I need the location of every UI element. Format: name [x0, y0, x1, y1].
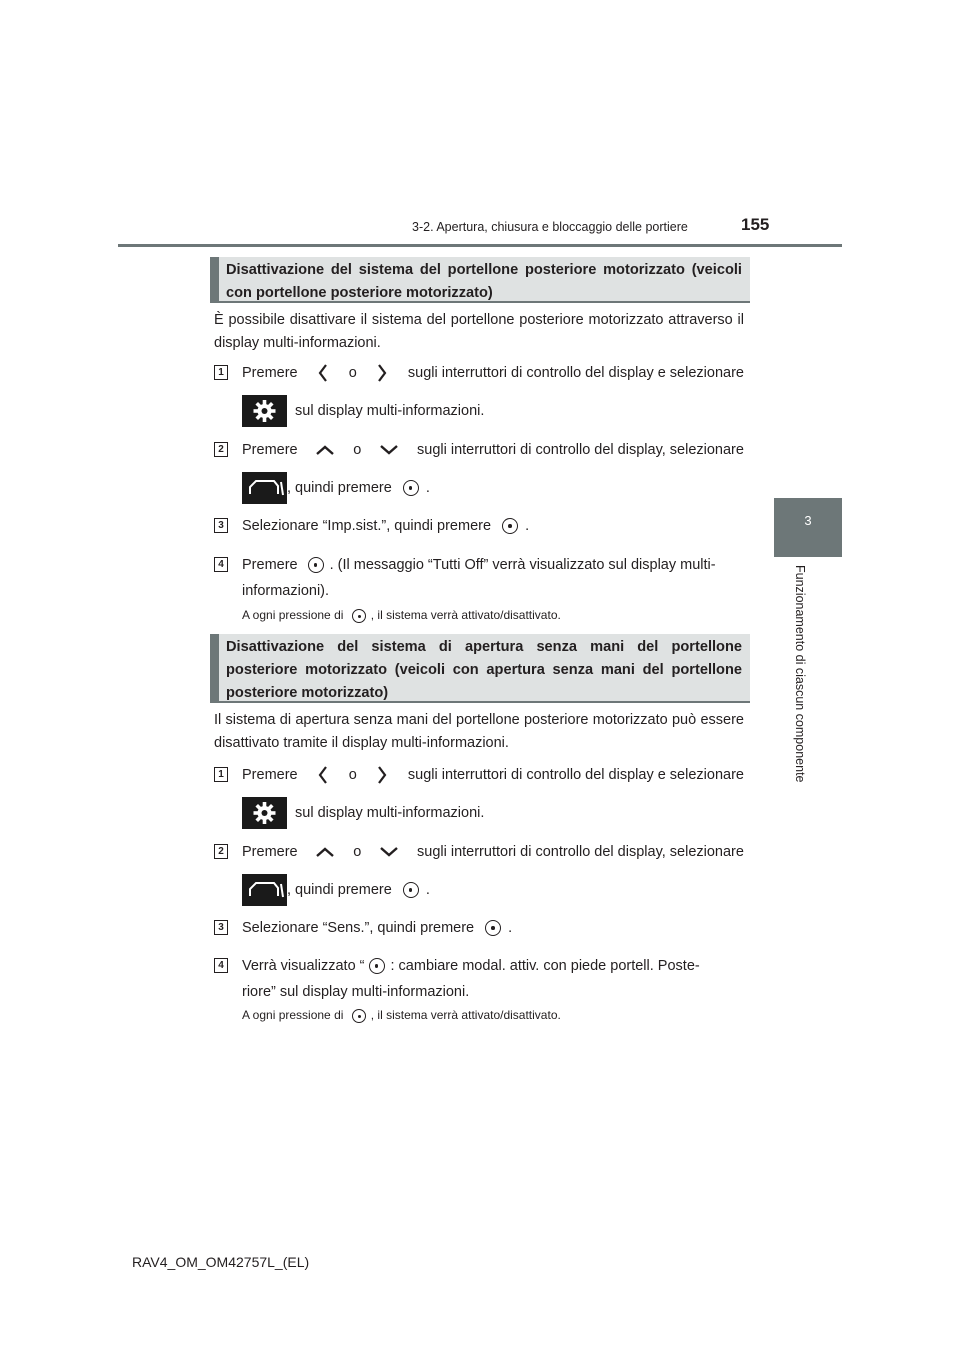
note-text: , il sistema verrà attivato/disattivato. [370, 608, 561, 622]
chapter-number: 3 [804, 513, 812, 528]
step-text-part: Premere [242, 557, 298, 573]
ok-button-icon [485, 920, 501, 936]
section-intro: È possibile disattivare il sistema del portellone posteriore motorizzato attraverso il display multi-informazioni. [214, 312, 744, 351]
ok-button-icon [403, 480, 419, 496]
step-text-cont [242, 395, 484, 427]
step-text [242, 363, 744, 383]
step-text-cont [242, 797, 484, 829]
page-number: 155 [741, 215, 770, 234]
chevron-down-icon [378, 845, 400, 859]
note [242, 1007, 561, 1023]
step-text [242, 516, 529, 536]
ok-button-icon [308, 557, 324, 573]
step-text-part: , quindi premere [287, 881, 392, 898]
step-text [242, 918, 512, 938]
step-number: 4 [214, 958, 228, 973]
step-text [242, 765, 744, 785]
step-text-part: o [348, 365, 357, 381]
step-text-part: . (Il messaggio “Tutti Off” verrà visualizzato sul display multi- [329, 557, 716, 573]
chevron-up-icon [314, 845, 336, 859]
step-number: 2 [214, 442, 228, 457]
step-text-part: sugli interruttori di controllo del display e selezionare [407, 767, 744, 783]
header-rule [118, 244, 842, 247]
step-text-part: sugli interruttori di controllo del display, selezionare [417, 844, 744, 860]
step-text-part: sul display multi-informazioni. [295, 402, 485, 419]
step-text-part: Selezionare “Sens.”, quindi premere [242, 920, 475, 936]
gear-icon [242, 395, 287, 427]
step-text-cont: riore” sul display multi-informazioni. [242, 984, 470, 1000]
step-text-part: . [508, 920, 513, 936]
step-number: 3 [214, 920, 228, 935]
tailgate-icon [242, 472, 287, 504]
gear-icon [242, 797, 287, 829]
step-text [242, 842, 744, 862]
step-text-part: sugli interruttori di controllo del display, selezionare [417, 442, 744, 458]
step-text-cont: informazioni). [242, 583, 330, 599]
chevron-up-icon [314, 443, 336, 457]
step-text-part: Selezionare “Imp.sist.”, quindi premere [242, 518, 492, 534]
chevron-right-icon [376, 363, 388, 383]
chevron-left-icon [317, 363, 329, 383]
step-text-part: . [525, 518, 530, 534]
step-text-part: sul display multi-informazioni. [295, 804, 485, 821]
note-text: A ogni pressione di [242, 608, 344, 622]
step-text-part: : cambiare modal. attiv. con piede portell. Poste- [390, 958, 700, 974]
step-number: 1 [214, 767, 228, 782]
step-text-part: Premere [242, 365, 298, 381]
step-text-cont [242, 874, 430, 906]
step-number: 4 [214, 557, 228, 572]
section-heading-hands-free-tailgate: Disattivazione del sistema di apertura senza mani del portellone posteriore motorizzato (veicoli con apertura senza mani del portellone posteriore motorizzato) [210, 634, 750, 703]
step-text-part: o [353, 844, 362, 860]
step-text-part: o [348, 767, 357, 783]
step-number: 2 [214, 844, 228, 859]
step-text-part: sugli interruttori di controllo del display e selezionare [407, 365, 744, 381]
chevron-down-icon [378, 443, 400, 457]
step-text-part: Verrà visualizzato “ [242, 958, 365, 974]
section-heading-power-tailgate: Disattivazione del sistema del portellone posteriore motorizzato (veicoli con portellone posteriore motorizzato) [210, 257, 750, 303]
chapter-title: Funzionamento di ciascun componente [793, 565, 807, 783]
step-text [242, 956, 744, 976]
note [242, 607, 561, 623]
step-number: 1 [214, 365, 228, 380]
step-text-part: o [353, 442, 362, 458]
step-text-part: Premere [242, 844, 298, 860]
step-text-part: . [425, 479, 430, 496]
ok-button-icon [502, 518, 518, 534]
step-text [242, 440, 744, 460]
ok-button-icon [403, 882, 419, 898]
section-intro: Il sistema di apertura senza mani del portellone posteriore motorizzato può essere disattivato tramite il display multi-informazioni. [214, 712, 744, 751]
tailgate-icon [242, 874, 287, 906]
running-header: 3-2. Apertura, chiusura e bloccaggio delle portiere [412, 220, 688, 234]
note-text: , il sistema verrà attivato/disattivato. [370, 1008, 561, 1022]
step-number: 3 [214, 518, 228, 533]
ok-button-icon [352, 609, 366, 623]
chevron-right-icon [376, 765, 388, 785]
step-text-part: . [425, 881, 430, 898]
step-text-part: Premere [242, 767, 298, 783]
step-text-part: , quindi premere [287, 479, 392, 496]
step-text-cont [242, 472, 430, 504]
note-text: A ogni pressione di [242, 1008, 344, 1022]
ok-button-icon [352, 1009, 366, 1023]
ok-button-icon [369, 958, 385, 974]
step-text [242, 555, 744, 575]
step-text-part: Premere [242, 442, 298, 458]
chevron-left-icon [317, 765, 329, 785]
document-code: RAV4_OM_OM42757L_(EL) [132, 1254, 310, 1270]
